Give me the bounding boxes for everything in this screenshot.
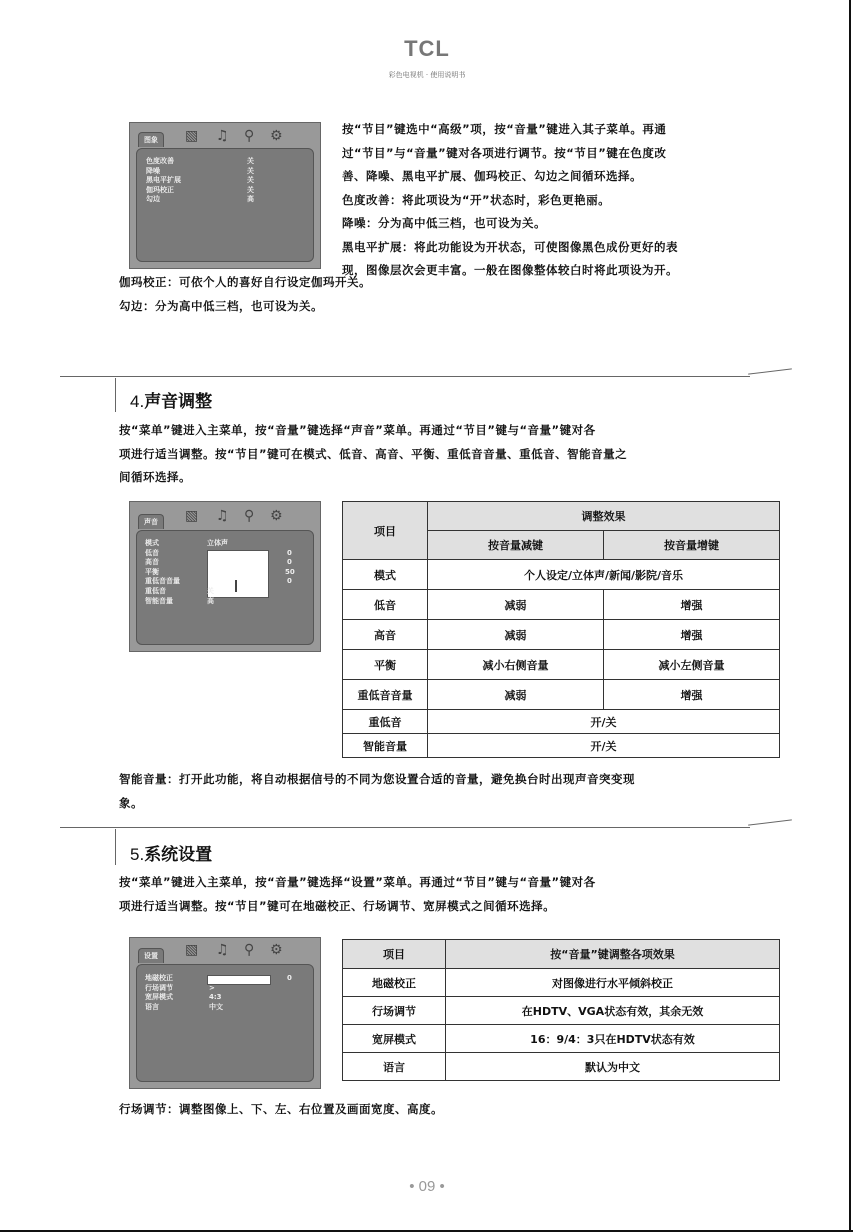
cell-item: 重低音 [343,710,428,734]
menu-item-label: 色度改善 [146,157,174,165]
cell-down: 减弱 [428,590,604,620]
table-row [343,710,780,734]
menu-item-label: 平衡 [145,567,159,576]
section-divider-tail [748,368,792,374]
cell-item: 语言 [343,1053,446,1081]
section-title: 声音调整 [144,392,213,412]
menu-item-label: 伽玛校正 [146,185,174,194]
menu-item-value: 立体声 [207,539,228,547]
menu-item-label: 黑电平扩展 [146,176,181,185]
picture-advanced-menu-screenshot [129,122,321,269]
cell-item: 行场调节 [343,997,446,1025]
sound-icon: ♫ [216,128,229,144]
level-slider-area [207,550,269,598]
menu-item-value: 0 [287,558,292,567]
cell-item: 模式 [343,560,428,590]
table-row [343,1025,780,1053]
section-divider-vertical [115,378,116,412]
table-row [343,734,780,758]
cell-effect: 对图像进行水平倾斜校正 [446,969,780,997]
menu-item-label: 智能音量 [145,596,173,605]
section-divider [60,827,750,828]
sound-icon: ♫ [216,508,229,524]
cell-down: 减弱 [428,680,604,710]
menu-item-value: 0 [287,548,292,557]
page-number: • 09 • [409,1178,445,1195]
menu-item-value: 0 [287,974,292,982]
menu-item-value: 高 [247,195,254,204]
col-header-effect: 按“音量”键调整各项效果 [446,940,780,969]
section-divider-vertical [115,829,116,865]
section-number: 4. [130,392,145,411]
text-line: 现，图像层次会更丰富。一般在图像整体较白时将此项设为开。 [342,263,678,277]
cell-item: 智能音量 [343,734,428,758]
text-line: 按“菜单”键进入主菜单，按“音量”键选择“声音”菜单。再通过“节目”键与“音量”键对各 [119,423,596,437]
sound-icon: ♫ [216,942,229,958]
col-header-down: 按音量减键 [428,531,604,560]
text-line: 勾边：分为高中低三档，也可设为关。 [119,298,323,313]
search-icon: ⚲ [244,128,255,144]
system-settings-table [342,939,780,1081]
text-line: 按“节目”键选中“高级”项，按“音量”键进入其子菜单。再通 [342,122,667,136]
advanced-notes [119,271,799,318]
menu-item-label: 低音 [145,548,159,557]
menu-item-value: 关 [207,587,214,595]
table-row [343,650,780,680]
cell-effect: 默认为中文 [446,1053,780,1081]
text-line: 过“节目”与“音量”键对各项进行调节。按“节目”键在色度改 [342,145,667,160]
section-divider [60,376,750,377]
menu-item-label: 宽屏模式 [145,993,173,1002]
cell-item: 高音 [343,620,428,650]
text-line: 色度改善：将此项设为“开”状态时，彩色更艳丽。 [342,192,611,207]
cell-span: 个人设定/立体声/新闻/影院/音乐 [428,560,780,590]
cell-item: 宽屏模式 [343,1025,446,1053]
text-line: 伽玛校正：可依个人的喜好自行设定伽玛开关。 [119,275,371,289]
text-line: 象。 [119,795,143,810]
cell-down: 减弱 [428,620,604,650]
cell-effect: 在HDTV、VGA状态有效，其余无效 [446,997,780,1025]
advanced-description [342,118,787,283]
cell-item: 平衡 [343,650,428,680]
menu-tab: 声音 [138,514,164,529]
cell-span: 开/关 [428,710,780,734]
menu-item-label: 勾边 [146,195,160,204]
menu-item-value: 50 [285,567,295,576]
cell-down: 减小右侧音量 [428,650,604,680]
col-header-item: 项目 [343,940,446,969]
menu-item-value: 关 [247,157,254,165]
menu-item-value: 关 [247,185,254,194]
text-line: 智能音量：打开此功能，将自动根据信号的不同为您设置合适的音量，避免换台时出现声音突变现 [119,772,635,786]
col-header-up: 按音量增键 [603,531,779,560]
page-border-right [849,0,851,1232]
menu-item-label: 地磁校正 [145,974,173,982]
sound-adjust-table [342,501,780,758]
menu-item-value: 关 [247,176,254,185]
text-line: 善、降噪、黑电平扩展、伽玛校正、勾边之间循环选择。 [342,169,642,183]
line-field-note: 行场调节：调整图像上、下、左、右位置及画面宽度、高度。 [119,1102,443,1116]
section-number: 5. [130,845,145,864]
table-row [343,620,780,650]
menu-panel [136,964,314,1082]
table-row [343,680,780,710]
manual-subtitle: 彩色电视机 · 使用说明书 [388,71,466,79]
sound-intro [119,419,799,490]
picture-icon: ▧ [185,508,199,524]
section-divider-tail [748,819,792,825]
menu-panel [136,530,314,645]
col-header-effect: 调整效果 [428,502,780,531]
text-line: 项进行适当调整。按“节目”键可在模式、低音、高音、平衡、重低音音量、重低音、智能音量之 [119,446,628,461]
cell-up: 增强 [603,590,779,620]
text-line: 间循环选择。 [119,470,191,484]
menu-item-value: 中文 [209,1002,223,1011]
picture-icon: ▧ [185,128,199,144]
settings-icon: ⚙ [270,942,283,958]
text-line: 按“菜单”键进入主菜单，按“音量”键选择“设置”菜单。再通过“节目”键与“音量”键对各 [119,875,596,889]
menu-item-label: 行场调节 [145,983,173,992]
table-row [343,1053,780,1081]
cell-item: 重低音音量 [343,680,428,710]
search-icon: ⚲ [244,508,255,524]
menu-item-label: 重低音音量 [145,577,180,586]
section-heading [130,387,212,412]
table-row [343,590,780,620]
geomagnetic-slider [207,975,271,985]
menu-item-label: 语言 [145,1002,159,1011]
menu-item-value: 4:3 [209,993,222,1002]
table-row [343,997,780,1025]
col-header-item: 项目 [343,502,428,560]
menu-panel [136,148,314,262]
menu-item-label: 模式 [145,539,159,547]
picture-icon: ▧ [185,942,199,958]
cell-item: 低音 [343,590,428,620]
smart-volume-note [119,768,799,815]
menu-item-label: 重低音 [145,587,166,595]
menu-item-value: 关 [247,166,254,175]
menu-tab: 设置 [138,948,164,963]
cell-up: 减小左侧音量 [603,650,779,680]
menu-item-value: 0 [287,577,292,586]
settings-icon: ⚙ [270,508,283,524]
text-line: 项进行适当调整。按“节目”键可在地磁校正、行场调节、宽屏模式之间循环选择。 [119,898,556,913]
menu-item-label: 高音 [145,558,159,567]
balance-marker [235,580,237,592]
sound-menu-screenshot [129,501,321,652]
settings-icon: ⚙ [270,128,283,144]
system-intro [119,871,799,918]
menu-item-value: > [209,983,215,992]
text-line: 降噪：分为高中低三档，也可设为关。 [342,216,546,230]
menu-item-label: 降噪 [146,166,160,175]
table-row [343,560,780,590]
search-icon: ⚲ [244,942,255,958]
cell-span: 开/关 [428,734,780,758]
brand-logo: TCL [404,36,450,61]
settings-menu-screenshot [129,937,321,1089]
table-row [343,969,780,997]
menu-tab: 图象 [138,132,164,147]
section-title: 系统设置 [144,845,213,865]
cell-up: 增强 [603,680,779,710]
menu-item-value: 高 [207,596,214,605]
cell-up: 增强 [603,620,779,650]
text-line: 黑电平扩展：将此功能设为开状态，可使图像黑色成份更好的表 [342,239,678,254]
cell-item: 地磁校正 [343,969,446,997]
section-heading [130,840,212,865]
cell-effect: 16：9/4：3只在HDTV状态有效 [446,1025,780,1053]
